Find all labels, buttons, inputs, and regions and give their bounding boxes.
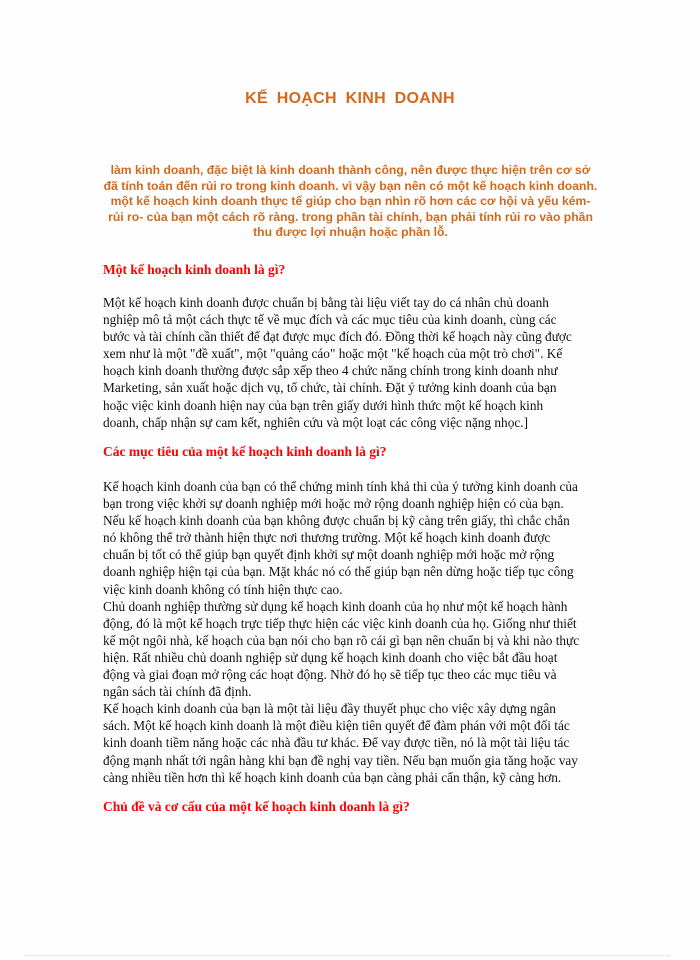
section-heading-objectives: Các mục tiêu của một kế hoạch kinh doanh là gì?	[103, 444, 387, 459]
section-heading-structure: Chủ đề và cơ cấu của một kế hoạch kinh doanh là gì?	[103, 799, 410, 814]
text-line: bước và tài chính cần thiết để đạt được mục đích đó. Đồng thời kế hoạch này cũng được	[103, 329, 572, 345]
text-line: xem như là một "đề xuất", một "quảng cáo" hoặc một "kế hoạch của một trò chơi". Kế	[103, 346, 563, 362]
text-line: Chủ doanh nghiệp thường sử dụng kế hoạch kinh doanh của họ như một kế hoạch hành	[103, 598, 568, 614]
text-line: kinh doanh tiềm năng hoặc các nhà đầu tư khác. Để vay được tiền, nó là một tài liệu tác	[103, 735, 570, 751]
text-line: Kế hoạch kinh doanh của bạn là một tài liệu đầy thuyết phục cho việc xây dựng ngân	[103, 701, 556, 717]
text-line: Marketing, sản xuất hoặc dịch vụ, tổ chức, tài chính. Đặt ý tưởng kinh doanh của bạn	[103, 380, 557, 396]
text-line: ngân sách tài chính đã định.	[103, 684, 252, 700]
document-title: KẾ HOẠCH KINH DOANH	[245, 90, 455, 107]
text-line: càng nhiều tiền hơn thì kế hoạch kinh doanh của bạn càng phải cẩn thận, kỹ càng hơn.	[103, 769, 562, 785]
text-line: hoạch kinh doanh thường được sắp xếp theo 4 chức năng chính trong kinh doanh như	[103, 363, 558, 379]
page-bottom-divider	[24, 955, 670, 957]
text-line: động, đó là một kế hoạch trực tiếp thực hiện các việc kinh doanh của họ. Giống như thiết	[103, 615, 577, 631]
text-line: hoặc việc kinh doanh hiện nay của bạn trên giấy dưới hình thức một kế hoạch kinh	[103, 397, 544, 413]
text-line: nghiệp mô tả một cách thực tế về mục đích và các mục tiêu của kinh doanh, cùng các	[103, 312, 557, 328]
text-line: động và giai đoạn mở rộng các hoạt động. Nhờ đó họ sẽ tiếp tục theo các mục tiêu và	[103, 667, 557, 683]
text-line: Kế hoạch kinh doanh của bạn có thể chứng minh tính khả thi của ý tưởng kinh doanh của	[103, 479, 578, 494]
text-line: sách. Một kế hoạch kinh doanh là một điều kiện tiên quyết để đàm phán với một đối tác	[103, 718, 570, 734]
text-line: việc kinh doanh không có tính hiện thực cao.	[103, 581, 343, 597]
text-line: doanh nghiệp hiện tại của bạn. Mặt khác nó có thể giúp bạn nên dừng hoặc tiếp tục công	[103, 564, 574, 580]
text-line: chuẩn bị tốt có thể giúp bạn quyết định khởi sự một doanh nghiệp mới hoặc mở rộng	[103, 547, 555, 563]
text-line: hiện. Rất nhiều chủ doanh nghiệp sử dụng kế hoạch kinh doanh cho việc bắt đầu hoạt	[103, 649, 558, 665]
section-body-what-is	[103, 294, 603, 431]
text-line: Nếu kế hoạch kinh doanh của bạn không được chuẩn bị kỹ càng trên giấy, thì chắc chắn	[103, 513, 570, 529]
text-line: nó không thể trở thành hiện thực nơi thương trường. Một kế hoạch kinh doanh được	[103, 530, 551, 546]
intro-paragraph: làm kinh doanh, đặc biệt là kinh doanh thành công, nên được thực hiện trên cơ sở đã tính toán đến rủi ro trong kinh doanh. vì vậy bạn nên có một kế hoạch kinh doanh. một kế hoạch kinh doanh thực tế giúp cho bạn nhìn rõ hơn các cơ hội và yếu kém- rủi ro- của bạn một cách rõ ràng. trong phần tài chính, bạn phải tính rủi ro vào phần thu được lợi nhuận hoặc phần lỗ.	[103, 163, 598, 239]
text-line: bạn trong việc khởi sự doanh nghiệp mới hoặc mở rộng doanh nghiệp hiện có của bạn.	[103, 496, 564, 512]
text-line: doanh, chấp nhận sự cam kết, nghiên cứu và một loạt các công việc nặng nhọc.]	[103, 414, 528, 430]
section-body-objectives	[103, 478, 603, 786]
text-line: động mạnh nhất tới ngân hàng khi bạn đề nghị vay tiền. Nếu bạn muốn gia tăng hoặc vay	[103, 752, 578, 768]
text-line: Một kế hoạch kinh doanh được chuẩn bị bằng tài liệu viết tay do cá nhân chủ doanh	[103, 295, 549, 310]
section-heading-what-is: Một kế hoạch kinh doanh là gì?	[103, 262, 286, 277]
text-line: kế một ngôi nhà, kế hoạch của bạn nói cho bạn rõ cái gì bạn nên chuẩn bị và khi nào thực	[103, 632, 580, 648]
